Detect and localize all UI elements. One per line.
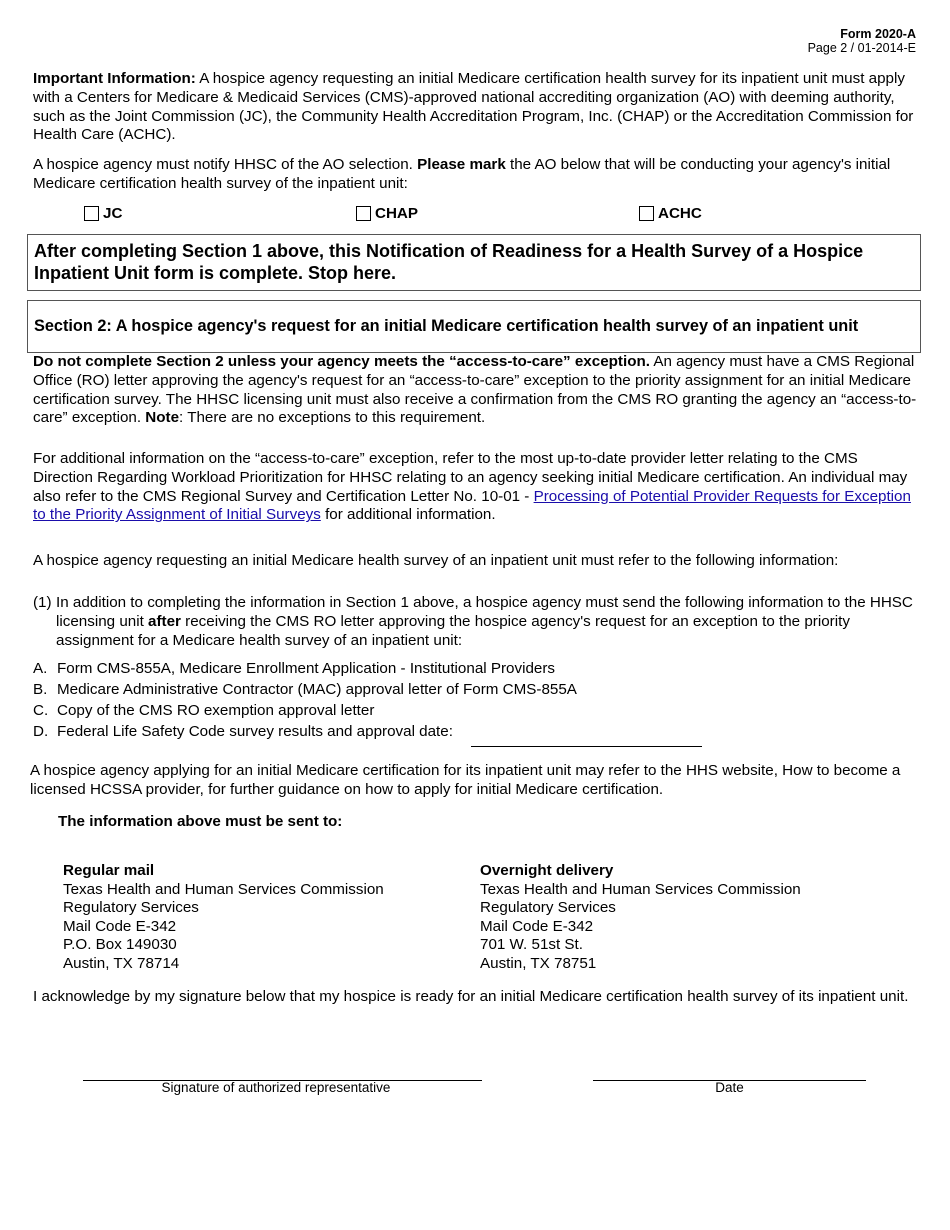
list-item-text: Federal Life Safety Code survey results and approval date: [57, 723, 453, 740]
form-number: Form 2020-A [840, 27, 916, 41]
overnight-delivery-address [480, 862, 801, 974]
list-item [33, 723, 453, 742]
warning-bold: Do not complete Section 2 unless your agency meets the “access-to-care” exception. [33, 353, 650, 370]
warning-text: An agency must have a CMS Regional Office (RO) letter approving the agency's request for an “access-to-care” exception to the priority assignment for an initial Medicare certification survey. The HHSC licensing unit must also receive a confirmation from the CMS RO granting the agency an “access-to-care” exception. [33, 353, 917, 427]
address-line: Regulatory Services [480, 899, 616, 917]
chap-label: CHAP [375, 205, 419, 222]
item-1-text: In addition to completing the information in Section 1 above, a hospice agency must send the following information to the HHSC licensing unit [56, 594, 913, 630]
list-item-label: B. [33, 681, 48, 698]
address-line: Texas Health and Human Services Commission [63, 880, 384, 898]
ao-option-jc[interactable] [84, 205, 122, 223]
section2-title: Section 2: A hospice agency's request for an initial Medicare certification health survey of an inpatient unit [27, 300, 921, 353]
jc-checkbox[interactable] [84, 206, 99, 221]
item-1-bold: after [148, 612, 181, 630]
address-line: 701 W. 51st St. [480, 936, 583, 954]
chap-checkbox[interactable] [356, 206, 371, 221]
important-text: A hospice agency requesting an initial Medicare certification health survey for its inpatient unit must apply with a Centers for Medicare & Medicaid Services (CMS)-approved national accrediting organization (AO) with deeming authority, such as the Joint Commission (JC), the Community Health Accreditation Program, Inc. (CHAP) or the Accreditation Commission for Health Care (ACHC). [33, 70, 914, 144]
address-line: Mail Code E-342 [63, 917, 177, 935]
address-line: Austin, TX 78751 [480, 954, 597, 972]
date-label: Date [715, 1080, 744, 1095]
item-1-text-post: receiving the CMS RO letter approving the hospice agency's request for an exception to the priority assignment for a Medicare health survey of an inpatient unit: [56, 612, 850, 649]
additional-information [33, 450, 918, 525]
address-line: Regulatory Services [63, 899, 199, 917]
sent-to-heading: The information above must be sent to: [58, 813, 343, 830]
notify-text: A hospice agency must notify HHSC of the AO selection. [33, 156, 418, 173]
approval-date-field[interactable] [471, 746, 702, 747]
regular-mail-heading: Regular mail [63, 862, 155, 879]
address-line: P.O. Box 149030 [63, 936, 177, 954]
achc-checkbox[interactable] [639, 206, 654, 221]
regular-mail-address [63, 862, 384, 974]
signature-label: Signature of authorized representative [161, 1080, 391, 1095]
item-1-number: (1) [33, 594, 52, 611]
notify-paragraph [33, 156, 918, 194]
website-paragraph: A hospice agency applying for an initial Medicare certification for its inpatient unit may refer to the HHS website, How to become a licensed HCSSA provider, for further guidance on how to apply for initial Medicare certification. [30, 762, 901, 798]
additional-text: For additional information on the “access-to-care” exception, refer to the most up-to-date provider letter relating to the CMS Direction Regarding Workload Prioritization for HHSC relating to an agency seeking initial Medicare certification. An individual may also refer to the CMS Regional Survey and Certification Letter No. 10-01 - [33, 450, 908, 505]
list-item [33, 681, 577, 700]
list-item [33, 702, 374, 721]
section1-complete-box: After completing Section 1 above, this Notification of Readiness for a Health Survey of a Hospice Inpatient Unit form is complete. Stop here. [27, 234, 921, 291]
note-text: : There are no exceptions to this requirement. [179, 409, 486, 427]
page-info: Page 2 / 01-2014-E [807, 41, 916, 55]
additional-text-post: for additional information. [320, 506, 496, 524]
ao-option-chap[interactable] [356, 205, 418, 223]
list-item [33, 660, 555, 679]
list-item-label: D. [33, 723, 49, 740]
address-line: Austin, TX 78714 [63, 954, 180, 972]
note-label: Note [145, 409, 180, 427]
address-line: Mail Code E-342 [480, 917, 594, 935]
list-item-label: A. [33, 660, 48, 677]
notify-bold: Please mark [417, 156, 506, 173]
cms-letter-link[interactable]: Processing of Potential Provider Requests for Exception to the Priority Assignment of Initial Surveys [33, 487, 911, 524]
achc-label: ACHC [658, 205, 702, 222]
important-information [33, 70, 918, 145]
notify-text-post: the AO below that will be conducting your agency's initial Medicare certification health survey of the inpatient unit: [33, 156, 891, 192]
overnight-heading: Overnight delivery [480, 862, 614, 879]
form-header [808, 27, 916, 55]
list-item-text: Copy of the CMS RO exemption approval letter [57, 702, 375, 719]
jc-label: JC [103, 205, 123, 222]
list-item-text: Form CMS-855A, Medicare Enrollment Application - Institutional Providers [57, 660, 556, 677]
list-item-text: Medicare Administrative Contractor (MAC) approval letter of Form CMS-855A [57, 681, 577, 698]
address-line: Texas Health and Human Services Commission [480, 880, 801, 898]
ao-option-achc[interactable] [639, 205, 702, 223]
important-label: Important Information: [33, 70, 196, 87]
section2-warning [33, 353, 918, 428]
refer-paragraph: A hospice agency requesting an initial Medicare health survey of an inpatient unit must refer to the following information: [33, 552, 839, 569]
acknowledgement: I acknowledge by my signature below that my hospice is ready for an initial Medicare certification health survey of its inpatient unit. [33, 988, 909, 1005]
item-1 [33, 594, 923, 650]
list-item-label: C. [33, 702, 49, 719]
